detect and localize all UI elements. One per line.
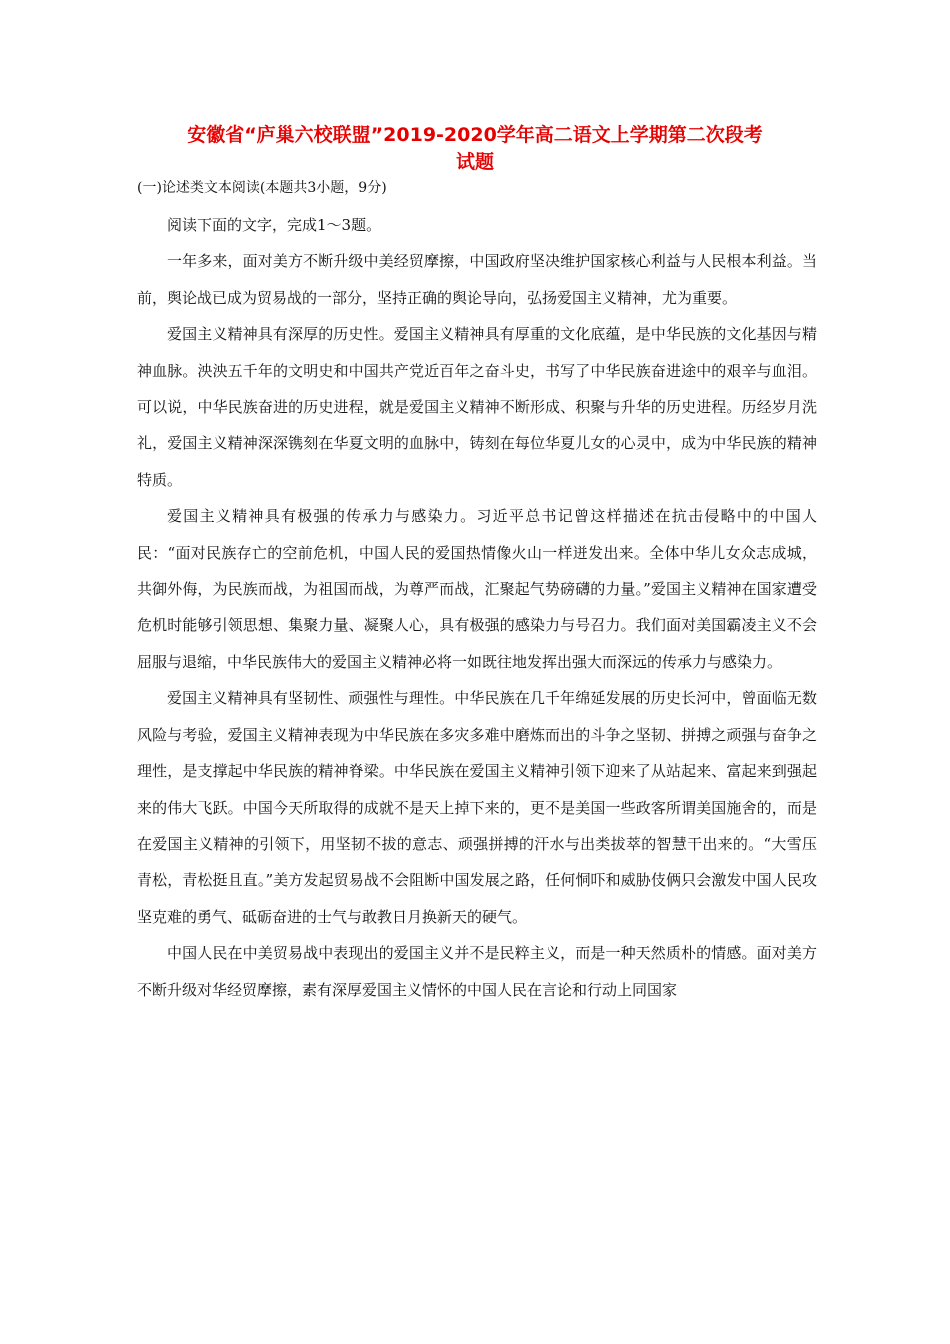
paragraph-4: 爱国主义精神具有坚韧性、顽强性与理性。中华民族在几千年绵延发展的历史长河中，曾面临无数风险与考验，爱国主义精神表现为中华民族在多灾多难中磨炼而出的斗争之坚韧、拼搏之顽强与奋争之理性，是支撑起中华民族的精神脊梁。中华民族在爱国主义精神引领下迎来了从站起来、富起来到强起来的伟大飞跃。中国今天所取得的成就不是天上掉下来的，更不是美国一些政客所谓美国施舍的，而是在爱国主义精神的引领下，用坚韧不拔的意志、顽强拼搏的汗水与出类拔萃的智慧干出来的。“大雪压青松，青松挺且直。”美方发起贸易战不会阻断中国发展之路，任何恫吓和威胁伎俩只会激发中国人民攻坚克难的勇气、砥砺奋进的士气与敢教日月换新天的硬气。 (137, 689, 817, 926)
document-title (120, 122, 830, 176)
title-line-1: 安徽省“庐巢六校联盟”2019-2020学年高二语文上学期第二次段考 (187, 124, 763, 146)
paragraph-5: 中国人民在中美贸易战中表现出的爱国主义并不是民粹主义，而是一种天然质朴的情感。面对美方不断升级对华经贸摩擦，素有深厚爱国主义情怀的中国人民在言论和行动上同国家 (137, 944, 817, 999)
body-text (137, 207, 817, 1008)
section-heading: (一)论述类文本阅读(本题共3小题，9分) (137, 180, 387, 196)
title-line-2: 试题 (455, 151, 494, 173)
paragraph-3: 爱国主义精神具有极强的传承力与感染力。习近平总书记曾这样描述在抗击侵略中的中国人民：“面对民族存亡的空前危机，中国人民的爱国热情像火山一样迸发出来。全体中华儿女众志成城，共御外侮，为民族而战，为祖国而战，为尊严而战，汇聚起气势磅礴的力量。”爱国主义精神在国家遭受危机时能够引领思想、集聚力量、凝聚人心，具有极强的感染力与号召力。我们面对美国霸凌主义不会屈服与退缩，中华民族伟大的爱国主义精神必将一如既往地发挥出强大而深远的传承力与感染力。 (137, 507, 817, 671)
paragraph-2: 爱国主义精神具有深厚的历史性。爱国主义精神具有厚重的文化底蕴，是中华民族的文化基因与精神血脉。泱泱五千年的文明史和中国共产党近百年之奋斗史，书写了中华民族奋进途中的艰辛与血泪。可以说，中华民族奋进的历史进程，就是爱国主义精神不断形成、积聚与升华的历史进程。历经岁月洗礼，爱国主义精神深深镌刻在华夏文明的血脉中，铸刻在每位华夏儿女的心灵中，成为中华民族的精神特质。 (137, 325, 817, 489)
paragraph-instruction: 阅读下面的文字，完成1～3题。 (167, 216, 382, 234)
paragraph-1: 一年多来，面对美方不断升级中美经贸摩擦，中国政府坚决维护国家核心利益与人民根本利益。当前，舆论战已成为贸易战的一部分，坚持正确的舆论导向，弘扬爱国主义精神，尤为重要。 (137, 252, 817, 307)
